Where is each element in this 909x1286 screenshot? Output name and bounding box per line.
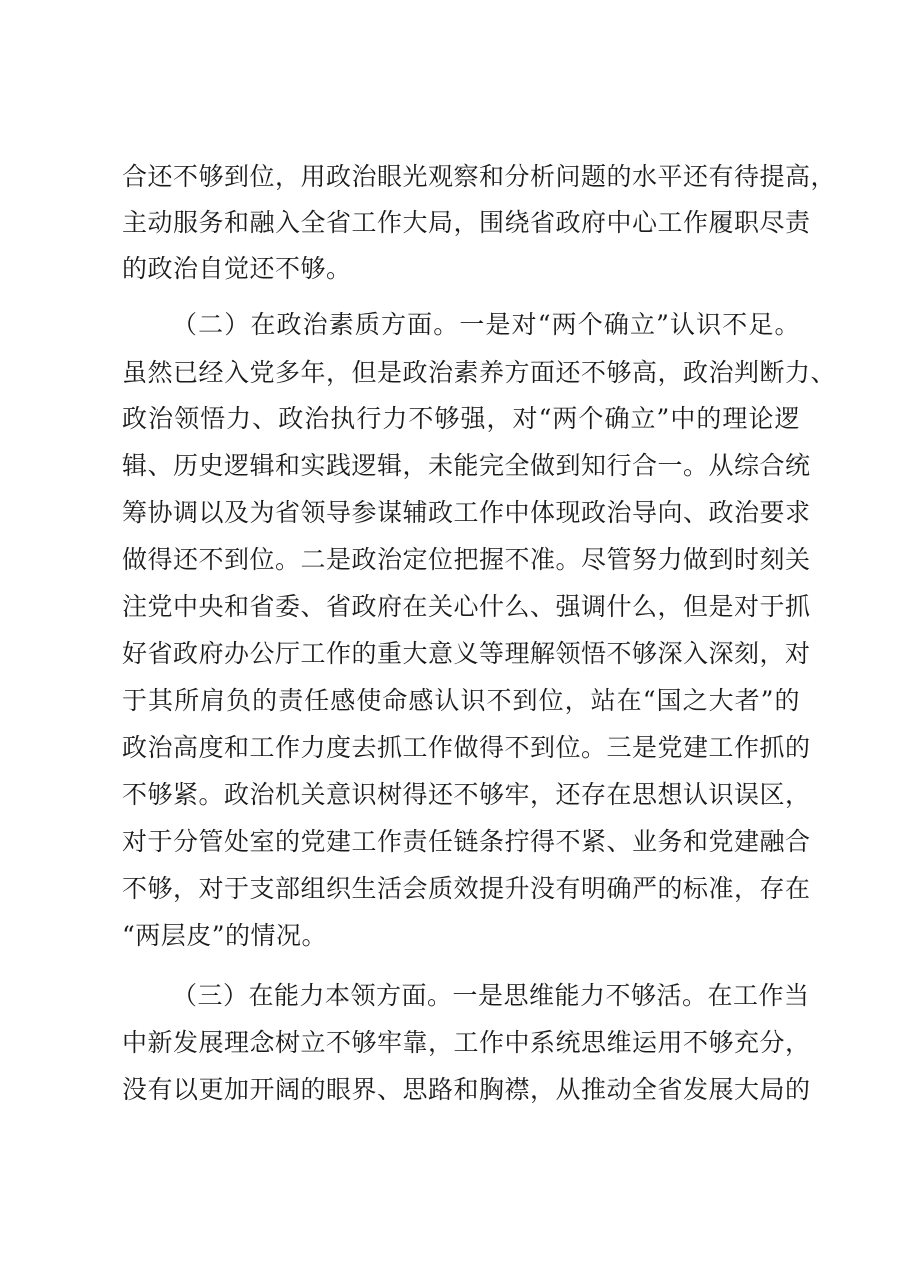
text-line: 辑、历史逻辑和实践逻辑，未能完全做到知行合一。从综合统 xyxy=(122,451,811,480)
text-line: 注党中央和省委、省政府在关心什么、强调什么，但是对于抓 xyxy=(122,592,811,621)
text-line: 政治领悟力、政治执行力不够强，对“两个确立”中的理论逻 xyxy=(122,404,800,433)
text-line: 主动服务和融入全省工作大局，围绕省政府中心工作履职尽责 xyxy=(122,208,811,237)
text-line: “两层皮”的情况。 xyxy=(122,921,328,950)
text-line: 的政治自觉还不够。 xyxy=(122,254,352,283)
text-line: 做得还不到位。二是政治定位把握不准。尽管努力做到时刻关 xyxy=(122,545,811,574)
text-line: 中新发展理念树立不够牢靠，工作中系统思维运用不够充分， xyxy=(122,1028,811,1057)
paragraph-heading-line: （二）在政治素质方面。一是对“两个确立”认识不足。 xyxy=(172,310,800,339)
text-line: 不够，对于支部组织生活会质效提升没有明确严的标准，存在 xyxy=(122,874,811,903)
text-line: 筹协调以及为省领导参谋辅政工作中体现政治导向、政治要求 xyxy=(122,498,811,527)
paragraph-heading-line: （三）在能力本领方面。一是思维能力不够活。在工作当 xyxy=(172,981,810,1010)
text-line: 于其所肩负的责任感使命感认识不到位，站在“国之大者”的 xyxy=(122,686,800,715)
text-line: 不够紧。政治机关意识树得还不够牢，还存在思想认识误区， xyxy=(122,780,811,809)
text-line: 政治高度和工作力度去抓工作做得不到位。三是党建工作抓的 xyxy=(122,733,811,762)
text-line: 没有以更加开阔的眼界、思路和胸襟，从推动全省发展大局的 xyxy=(122,1075,811,1104)
text-line: 对于分管处室的党建工作责任链条拧得不紧、业务和党建融合 xyxy=(122,827,811,856)
text-line: 好省政府办公厅工作的重大意义等理解领悟不够深入深刻，对 xyxy=(122,639,811,668)
text-line: 合还不够到位，用政治眼光观察和分析问题的水平还有待提高， xyxy=(122,162,837,191)
text-line: 虽然已经入党多年，但是政治素养方面还不够高，政治判断力、 xyxy=(122,358,837,387)
